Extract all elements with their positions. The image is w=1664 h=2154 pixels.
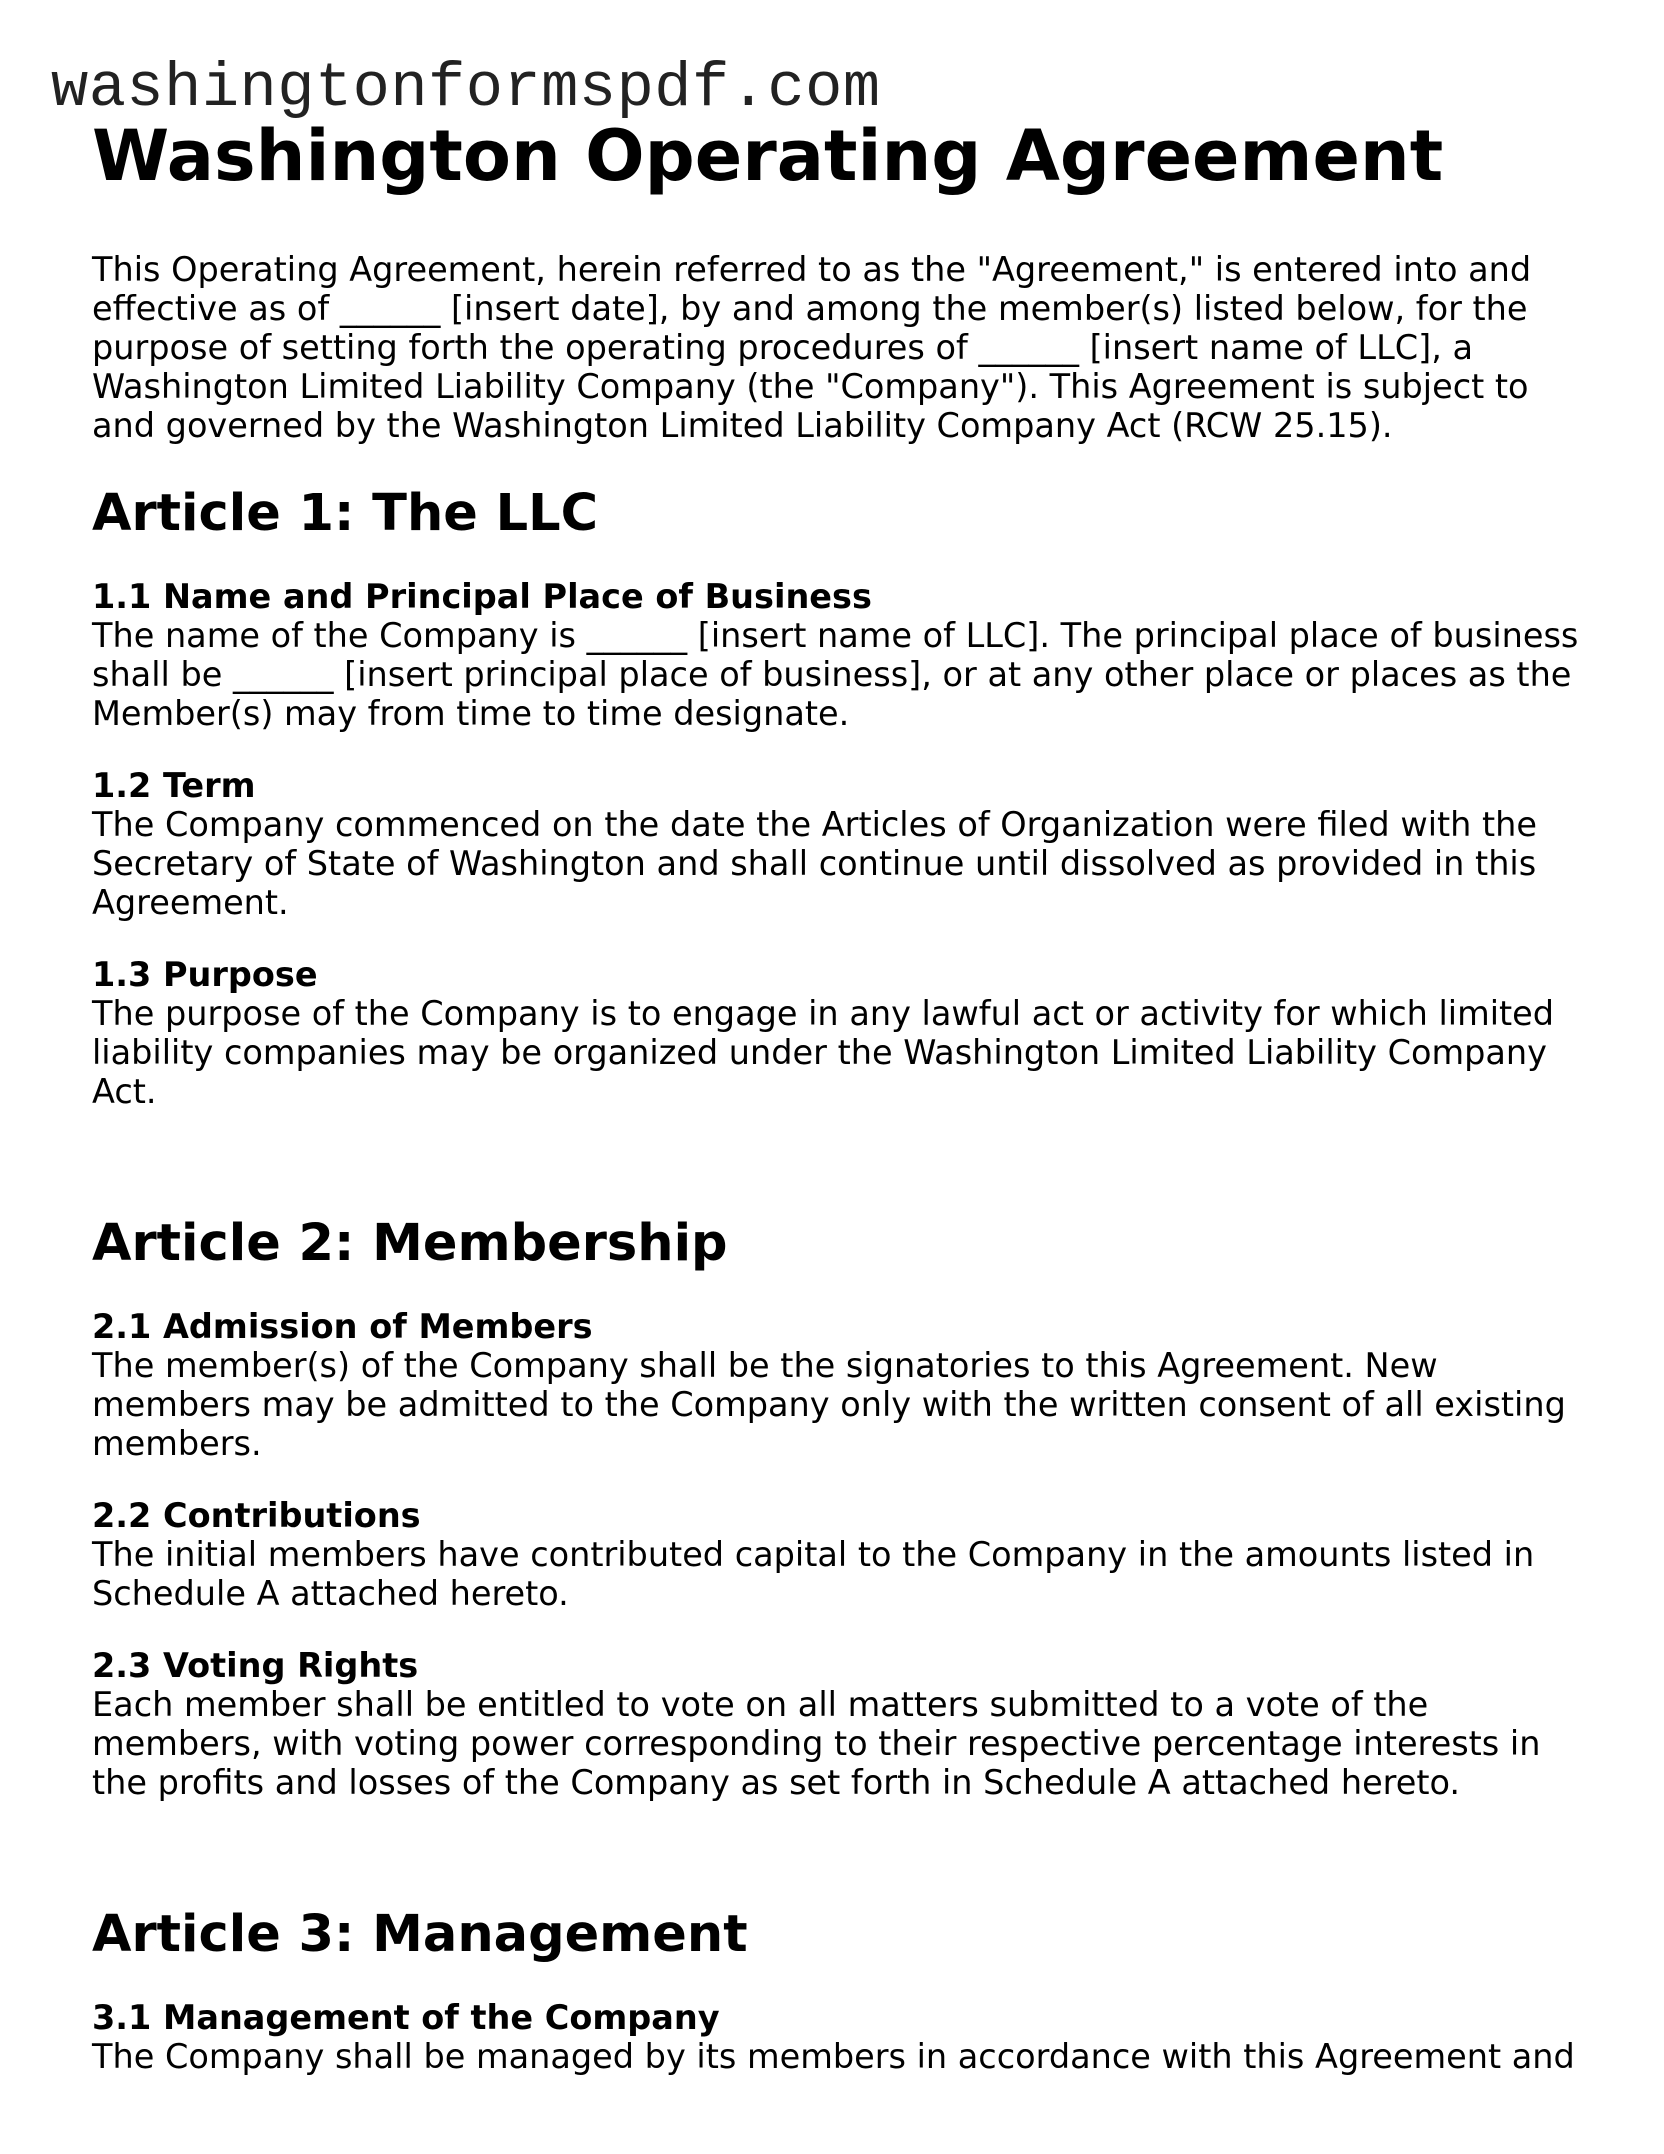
article-3 [92, 1904, 1592, 2076]
section-body: The Company shall be managed by its members in accordance with this Agreement and [92, 2037, 1575, 2076]
article-sections [92, 1307, 1592, 1802]
section-title: 1.3 Purpose [92, 955, 318, 994]
section-2-2 [92, 1496, 1592, 1613]
section-body: Each member shall be entitled to vote on all matters submitted to a vote of the members, with voting power corresponding to their respective percentage interests in the profits and losses of the Company as set forth in Schedule A attached hereto. [92, 1685, 1541, 1802]
section-title: 1.1 Name and Principal Place of Business [92, 577, 872, 616]
section-body: The name of the Company is ______ [insert name of LLC]. The principal place of business shall be ______ [insert principal place of business], or at any other place or places as the Member(s) may from time to time designate. [92, 616, 1579, 733]
site-watermark: washingtonformspdf.com [51, 53, 881, 124]
section-body: The member(s) of the Company shall be the signatories to this Agreement. New members may be admitted to the Company only with the written consent of all existing members. [92, 1346, 1566, 1463]
section-body: The initial members have contributed capital to the Company in the amounts listed in Schedule A attached hereto. [92, 1535, 1535, 1613]
section-2-3 [92, 1646, 1592, 1802]
section-title: 2.2 Contributions [92, 1496, 421, 1535]
section-body: The Company commenced on the date the Articles of Organization were filed with the Secretary of State of Washington and shall continue until dissolved as provided in this Agreement. [92, 805, 1538, 922]
article-2 [92, 1213, 1592, 1802]
document-page [92, 112, 1592, 2076]
section-1-2 [92, 766, 1592, 922]
article-heading: Article 3: Management [92, 1905, 748, 1964]
section-1-1 [92, 577, 1592, 733]
article-sections [92, 577, 1592, 1111]
article-1 [92, 483, 1592, 1111]
section-2-1 [92, 1307, 1592, 1463]
section-title: 1.2 Term [92, 766, 256, 805]
section-title: 2.1 Admission of Members [92, 1307, 593, 1346]
article-sections [92, 1998, 1592, 2076]
section-1-3 [92, 955, 1592, 1111]
section-title: 2.3 Voting Rights [92, 1646, 419, 1685]
article-heading: Article 1: The LLC [92, 484, 599, 543]
section-body: The purpose of the Company is to engage in any lawful act or activity for which limited liability companies may be organized under the Washington Limited Liability Company Act. [92, 994, 1555, 1111]
intro-paragraph: This Operating Agreement, herein referred to as the "Agreement," is entered into and effective as of ______ [insert date], by and among the member(s) listed below, for the purpose of setting forth the operating procedures of ______ [insert name of LLC], a Washington Limited Liability Company (the "Company"). This Agreement is subject to and governed by the Washington Limited Liability Company Act (RCW 25.15). [92, 250, 1532, 445]
section-3-1 [92, 1998, 1592, 2076]
article-heading: Article 2: Membership [92, 1214, 728, 1273]
document-title: Washington Operating Agreement [92, 115, 1444, 197]
section-title: 3.1 Management of the Company [92, 1998, 720, 2037]
